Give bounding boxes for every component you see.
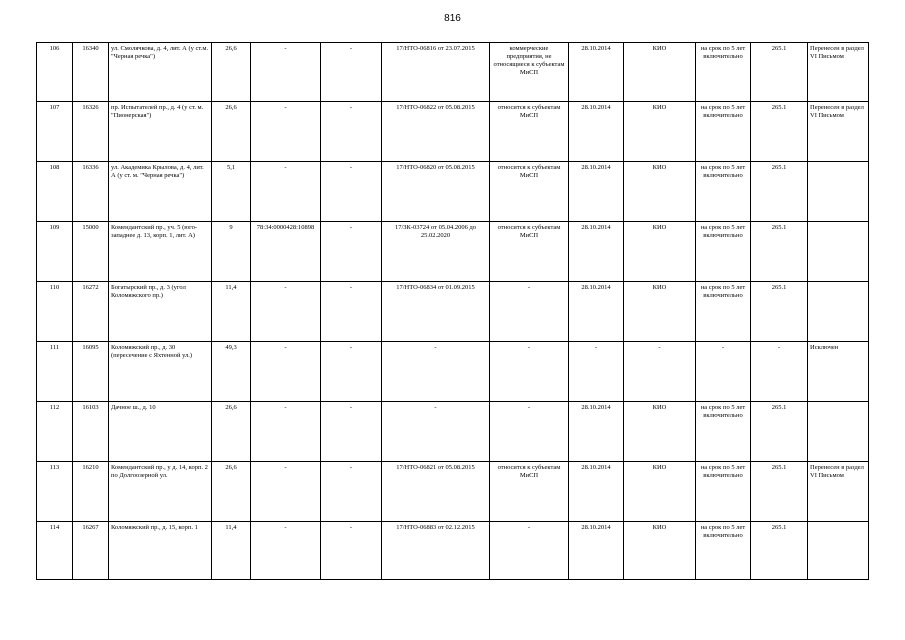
cell-decision-number: 265.1 [751, 462, 808, 522]
table-row [37, 43, 869, 102]
cell-row-number: 112 [37, 402, 73, 462]
cell-decision-number: 265.1 [751, 162, 808, 222]
cell-row-number: 111 [37, 342, 73, 402]
cell-row-number: 113 [37, 462, 73, 522]
cell-contract: 17/НТО-06822 от 05.08.2015 [382, 102, 490, 162]
cell-authority: КИО [624, 162, 696, 222]
cell-area: 11,4 [212, 522, 251, 580]
cell-field-6: - [321, 102, 382, 162]
cell-term: на срок по 5 лет включительно [696, 222, 751, 282]
cell-address: Коломяжский пр., д. 15, корп. 1 [109, 522, 212, 580]
cell-cadastral-number: - [251, 402, 321, 462]
cell-authority: КИО [624, 402, 696, 462]
cell-authority: - [624, 342, 696, 402]
cell-area: 49,3 [212, 342, 251, 402]
cell-decision-number: 265.1 [751, 522, 808, 580]
cell-contract: - [382, 342, 490, 402]
cell-object-code: 16336 [73, 162, 109, 222]
cell-object-code: 16210 [73, 462, 109, 522]
cell-term: на срок по 5 лет включительно [696, 102, 751, 162]
cell-smsp-status: - [490, 522, 569, 580]
table-row [37, 402, 869, 462]
cell-cadastral-number: - [251, 462, 321, 522]
cell-note: Перенесен в раздел VI Письмом [808, 43, 869, 102]
cell-date: 28.10.2014 [569, 162, 624, 222]
cell-term: на срок по 5 лет включительно [696, 43, 751, 102]
cell-address: Комендантский пр., у д. 14, корп. 2 по Долгоозерной ул. [109, 462, 212, 522]
cell-decision-number: 265.1 [751, 43, 808, 102]
table-row [37, 342, 869, 402]
cell-date: 28.10.2014 [569, 522, 624, 580]
cell-field-6: - [321, 522, 382, 580]
cell-row-number: 109 [37, 222, 73, 282]
cell-smsp-status: относится к субъектам МиСП [490, 102, 569, 162]
cell-cadastral-number: - [251, 342, 321, 402]
cell-object-code: 16326 [73, 102, 109, 162]
cell-field-6: - [321, 342, 382, 402]
cell-area: 11,4 [212, 282, 251, 342]
cell-date: - [569, 342, 624, 402]
cell-field-6: - [321, 402, 382, 462]
cell-cadastral-number: - [251, 282, 321, 342]
page-number: 816 [444, 13, 461, 24]
cell-note [808, 222, 869, 282]
cell-area: 26,6 [212, 102, 251, 162]
cell-address: ул. Академика Крылова, д. 4, лит. А (у ст. м. "Черная речка") [109, 162, 212, 222]
cell-address: ул. Смолячкова, д. 4, лит. А (у ст.м. "Черная речка") [109, 43, 212, 102]
cell-note: Перенесен в раздел VI Письмом [808, 102, 869, 162]
cell-cadastral-number: - [251, 522, 321, 580]
cell-authority: КИО [624, 43, 696, 102]
cell-term: на срок по 5 лет включительно [696, 162, 751, 222]
cell-note: Исключен [808, 342, 869, 402]
cell-contract: 17/НТО-06821 от 05.08.2015 [382, 462, 490, 522]
cell-field-6: - [321, 43, 382, 102]
cell-object-code: 15000 [73, 222, 109, 282]
cell-smsp-status: коммерческие предприятия, не относящиеся к субъектам МиСП [490, 43, 569, 102]
cell-row-number: 106 [37, 43, 73, 102]
cell-contract: - [382, 402, 490, 462]
cell-field-6: - [321, 462, 382, 522]
cell-smsp-status: - [490, 342, 569, 402]
cell-row-number: 110 [37, 282, 73, 342]
cell-area: 5,1 [212, 162, 251, 222]
cell-address: Коломяжский пр., д. 30 (пересечение с Яхтенной ул.) [109, 342, 212, 402]
cell-cadastral-number: 78:34:0000428:10898 [251, 222, 321, 282]
cell-date: 28.10.2014 [569, 462, 624, 522]
cell-authority: КИО [624, 222, 696, 282]
cell-object-code: 16095 [73, 342, 109, 402]
table-row [37, 162, 869, 222]
cell-object-code: 16103 [73, 402, 109, 462]
cell-term: на срок по 5 лет включительно [696, 522, 751, 580]
table-row [37, 222, 869, 282]
cell-note [808, 162, 869, 222]
cell-row-number: 114 [37, 522, 73, 580]
cell-authority: КИО [624, 102, 696, 162]
cell-field-6: - [321, 282, 382, 342]
cell-term: на срок по 5 лет включительно [696, 462, 751, 522]
cell-decision-number: 265.1 [751, 222, 808, 282]
cell-authority: КИО [624, 462, 696, 522]
cell-date: 28.10.2014 [569, 402, 624, 462]
cell-date: 28.10.2014 [569, 282, 624, 342]
cell-term: - [696, 342, 751, 402]
cell-area: 26,6 [212, 402, 251, 462]
cell-row-number: 108 [37, 162, 73, 222]
cell-field-6: - [321, 162, 382, 222]
cell-smsp-status: относится к субъектам МиСП [490, 162, 569, 222]
cell-smsp-status: - [490, 402, 569, 462]
cell-term: на срок по 5 лет включительно [696, 282, 751, 342]
cell-cadastral-number: - [251, 102, 321, 162]
cell-area: 26,6 [212, 43, 251, 102]
cell-date: 28.10.2014 [569, 43, 624, 102]
cell-note: Перенесен в раздел VI Письмом [808, 462, 869, 522]
table-row [37, 282, 869, 342]
cell-smsp-status: относится к субъектам МиСП [490, 462, 569, 522]
cell-authority: КИО [624, 522, 696, 580]
cell-object-code: 16340 [73, 43, 109, 102]
cell-address: пр. Испытателей пр., д. 4 (у ст. м. "Пионерская") [109, 102, 212, 162]
cell-contract: 17/НТО-06816 от 23.07.2015 [382, 43, 490, 102]
cell-object-code: 16272 [73, 282, 109, 342]
cell-note [808, 282, 869, 342]
cell-address: Дачное ш., д. 10 [109, 402, 212, 462]
cell-note [808, 522, 869, 580]
cell-contract: 17/НТО-06883 от 02.12.2015 [382, 522, 490, 580]
cell-area: 26,6 [212, 462, 251, 522]
cell-address: Комендантский пр., уч. 5 (юго-западнее д. 13, корп. 1, лит. А) [109, 222, 212, 282]
cell-row-number: 107 [37, 102, 73, 162]
cell-contract: 17/НТО-06834 от 01.09.2015 [382, 282, 490, 342]
cell-contract: 17/НТО-06820 от 05.08.2015 [382, 162, 490, 222]
cell-decision-number: 265.1 [751, 102, 808, 162]
cell-field-6: - [321, 222, 382, 282]
cell-contract: 17/ЗК-03724 от 05.04.2006 до 25.02.2020 [382, 222, 490, 282]
cell-object-code: 16267 [73, 522, 109, 580]
table-row [37, 522, 869, 580]
cell-cadastral-number: - [251, 43, 321, 102]
cell-smsp-status: относится к субъектам МиСП [490, 222, 569, 282]
cell-decision-number: 265.1 [751, 282, 808, 342]
cell-note [808, 402, 869, 462]
cell-area: 9 [212, 222, 251, 282]
cell-date: 28.10.2014 [569, 102, 624, 162]
cell-cadastral-number: - [251, 162, 321, 222]
registry-table [36, 42, 869, 580]
table-row [37, 102, 869, 162]
cell-smsp-status: - [490, 282, 569, 342]
cell-authority: КИО [624, 282, 696, 342]
cell-date: 28.10.2014 [569, 222, 624, 282]
cell-address: Богатырский пр., д. 3 (угол Коломяжского пр.) [109, 282, 212, 342]
cell-term: на срок по 5 лет включительно [696, 402, 751, 462]
cell-decision-number: 265.1 [751, 402, 808, 462]
table-row [37, 462, 869, 522]
cell-decision-number: - [751, 342, 808, 402]
